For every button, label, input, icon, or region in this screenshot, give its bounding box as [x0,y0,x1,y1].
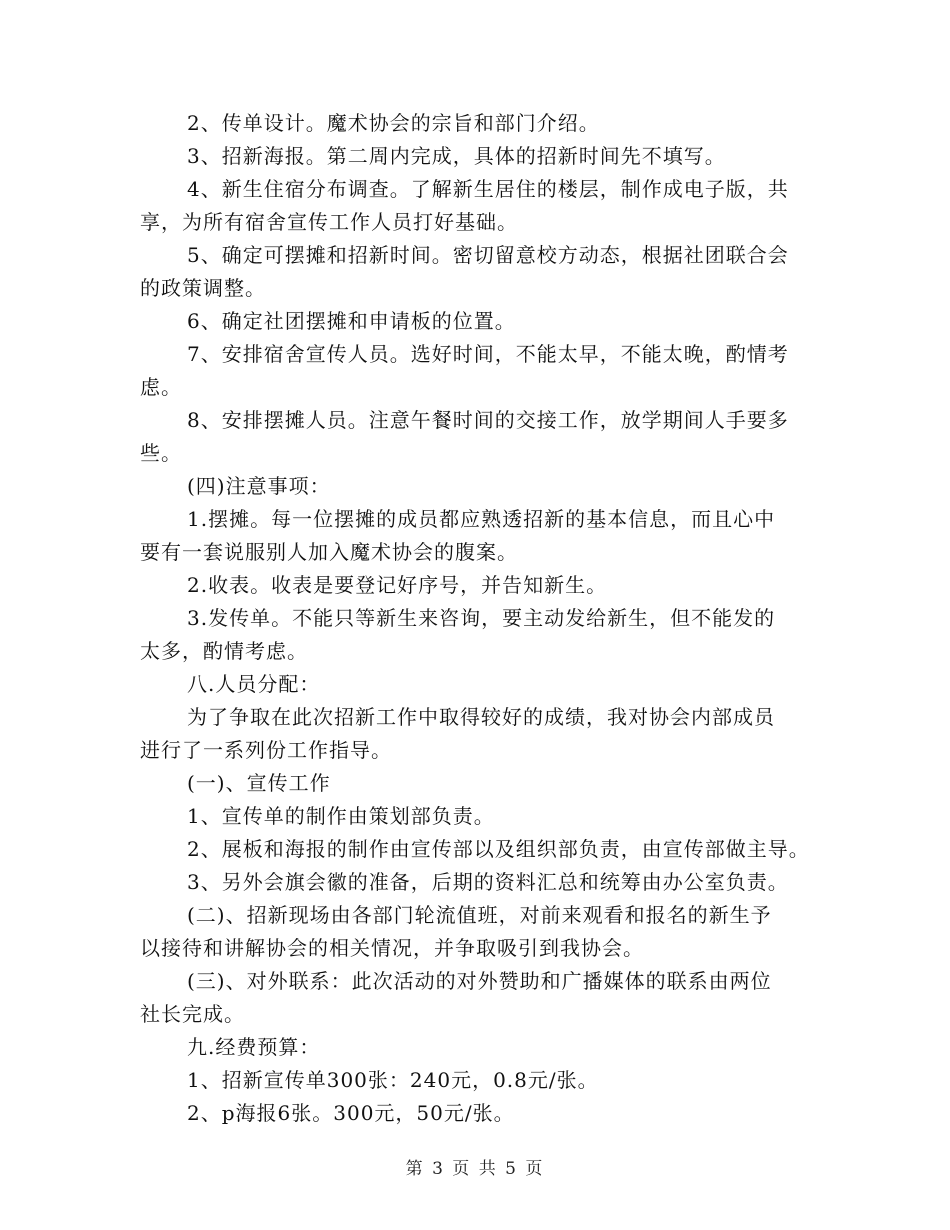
text-line: 1、宣传单的制作由策划部负责。 [187,804,495,828]
text-line: 些。 [140,441,182,465]
text-line: 2、传单设计。魔术协会的宗旨和部门介绍。 [187,111,600,135]
text-line: 要有一套说服别人加入魔术协会的腹案。 [140,540,518,564]
text-line: 2、p海报6张。300元，50元/张。 [187,1101,515,1125]
text-line: 1、招新宣传单300张：240元，0.8元/张。 [187,1068,599,1092]
text-line: 3、另外会旗会徽的准备，后期的资料汇总和统筹由办公室负责。 [187,870,789,894]
text-line: 九.经费预算： [187,1035,321,1059]
text-line: (四)注意事项： [187,474,331,498]
text-line: 3.发传单。不能只等新生来咨询，要主动发给新生，但不能发的 [187,606,776,630]
text-line: 虑。 [140,375,182,399]
text-line: (二)、招新现场由各部门轮流值班，对前来观看和报名的新生予 [187,903,772,927]
text-line: 八.人员分配： [187,672,321,696]
text-line: 太多，酌情考虑。 [140,639,308,663]
text-line: 2.收表。收表是要登记好序号，并告知新生。 [187,573,608,597]
text-line: 社长完成。 [140,1002,245,1026]
text-line: 5、确定可摆摊和招新时间。密切留意校方动态，根据社团联合会 [187,243,789,267]
text-line: 2、展板和海报的制作由宣传部以及组织部负责，由宣传部做主导。 [187,837,810,861]
text-line: 的政策调整。 [140,276,266,300]
text-line: (一)、宣传工作 [187,771,331,795]
text-line: 7、安排宿舍宣传人员。选好时间，不能太早，不能太晚，酌情考 [187,342,789,366]
text-line: 8、安排摆摊人员。注意午餐时间的交接工作，放学期间人手要多 [187,408,789,432]
document-body [140,107,820,1130]
text-line: 以接待和讲解协会的相关情况，并争取吸引到我协会。 [140,936,644,960]
text-line: 为了争取在此次招新工作中取得较好的成绩，我对协会内部成员 [187,705,775,729]
page-footer: 第 3 页 共 5 页 [405,1159,545,1179]
text-line: 6、确定社团摆摊和申请板的位置。 [187,309,516,333]
text-line: 享，为所有宿舍宣传工作人员打好基础。 [140,210,518,234]
text-line: 进行了一系列份工作指导。 [140,738,392,762]
text-line: 3、招新海报。第二周内完成，具体的招新时间先不填写。 [187,144,726,168]
text-line: 4、新生住宿分布调查。了解新生居住的楼层，制作成电子版，共 [187,177,789,201]
text-line: (三)、对外联系：此次活动的对外赞助和广播媒体的联系由两位 [187,969,772,993]
text-line: 1.摆摊。每一位摆摊的成员都应熟透招新的基本信息，而且心中 [187,507,776,531]
